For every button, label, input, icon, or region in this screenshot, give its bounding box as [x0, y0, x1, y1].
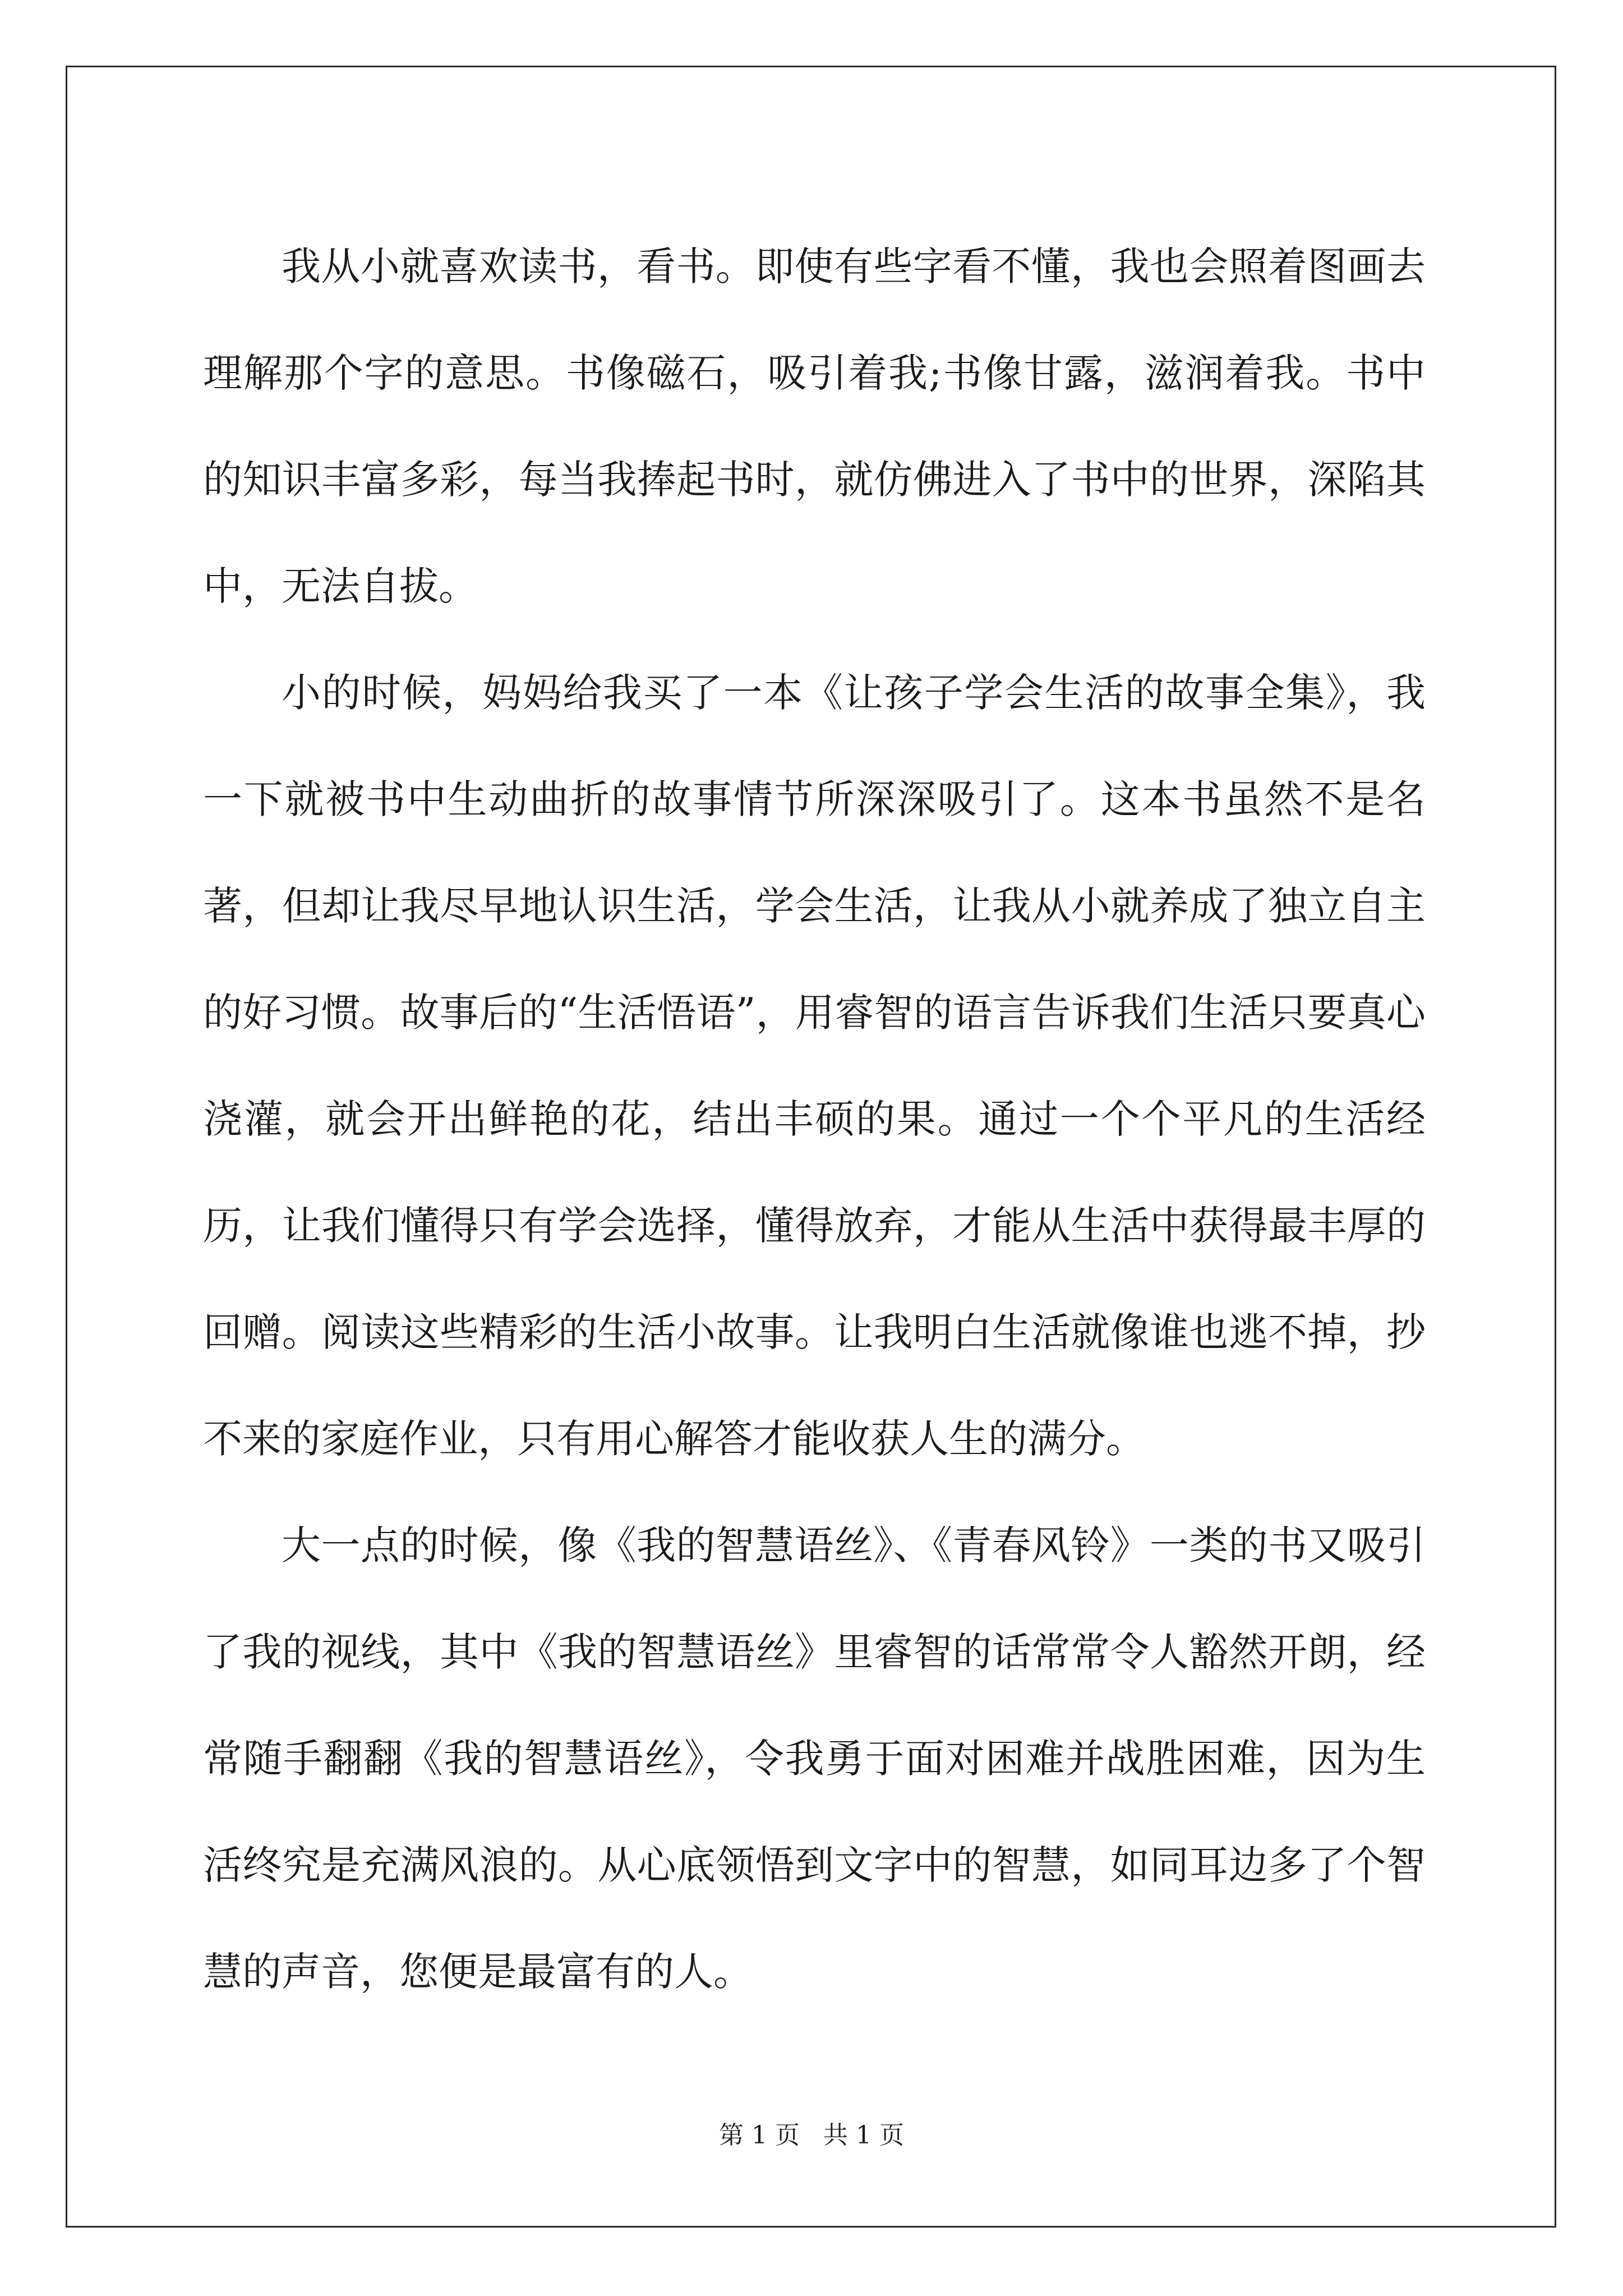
paragraph-3: 大一点的时候，像《我的智慧语丝》、《青春风铃》一类的书又吸引了我的视线，其中《我的智慧语丝》里睿智的话常常令人豁然开朗，经常随手翻翻《我的智慧语丝》，令我勇于面对困难并战胜困难，因为生活终究是充满风浪的。从心底领悟到文字中的智慧，如同耳边多了个智慧的声音，您便是最富有的人。 — [203, 1522, 1426, 1995]
paragraph-2: 小的时候，妈妈给我买了一本《让孩子学会生活的故事全集》，我一下就被书中生动曲折的故事情节所深深吸引了。这本书虽然不是名著，但却让我尽早地认识生活，学会生活，让我从小就养成了独立自主的好习惯。故事后的“生活悟语”，用睿智的语言告诉我们生活只要真心浇灌，就会开出鲜艳的花，结出丰硕的果。通过一个个平凡的生活经历，让我们懂得只有学会选择，懂得放弃，才能从生活中获得最丰厚的回赠。阅读这些精彩的生活小故事。让我明白生活就像谁也逃不掉，抄不来的家庭作业，只有用心解答才能收获人生的满分。 — [203, 670, 1426, 1462]
page-number-footer: 第 1 页 共 1 页 — [719, 2121, 904, 2150]
document-body — [203, 213, 1426, 2025]
paragraph-1: 我从小就喜欢读书，看书。即使有些字看不懂，我也会照着图画去理解那个字的意思。书像磁石，吸引着我;书像甘露，滋润着我。书中的知识丰富多彩，每当我捧起书时，就仿佛进入了书中的世界，深陷其中，无法自拔。 — [203, 243, 1426, 609]
